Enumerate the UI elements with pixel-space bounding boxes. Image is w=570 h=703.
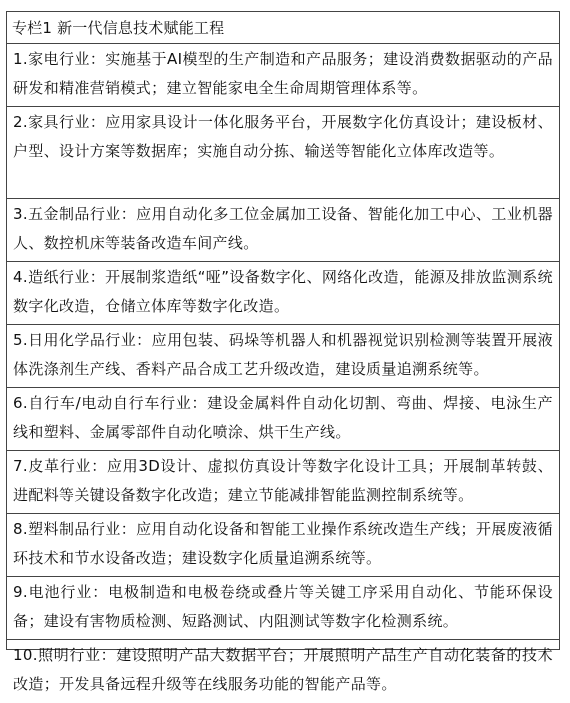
item-plastics: 8.塑料制品行业：应用自动化设备和智能工业操作系统改造生产线；开展废液循环技术和节水设备改造；建设数字化质量追溯系统等。 (7, 514, 559, 577)
item-bicycles: 6.自行车/电动自行车行业：建设金属料件自动化切割、弯曲、焊接、电泳生产线和塑料、金属零部件自动化喷涂、烘干生产线。 (7, 388, 559, 451)
item-papermaking: 4.造纸行业：开展制浆造纸“哑”设备数字化、网络化改造，能源及排放监测系统数字化改造，仓储立体库等数字化改造。 (7, 262, 559, 325)
column-title: 专栏1 新一代信息技术赋能工程 (7, 12, 559, 44)
item-furniture: 2.家具行业：应用家具设计一体化服务平台，开展数字化仿真设计；建设板材、户型、设计方案等数据库；实施自动分拣、输送等智能化立体库改造等。 (7, 107, 559, 199)
item-appliances: 1.家电行业：实施基于AI模型的生产制造和产品服务；建设消费数据驱动的产品研发和精准营销模式；建立智能家电全生命周期管理体系等。 (7, 44, 559, 107)
column-box (6, 11, 560, 693)
item-lighting: 10.照明行业：建设照明产品大数据平台；开展照明产品生产自动化装备的技术改造；开发具备远程升级等在线服务功能的智能产品等。 (13, 646, 553, 693)
item-daily-chemicals: 5.日用化学品行业：应用包装、码垛等机器人和机器视觉识别检测等装置开展液体洗涤剂生产线、香料产品合成工艺升级改造，建设质量追溯系统等。 (7, 325, 559, 388)
item-leather: 7.皮革行业：应用3D设计、虚拟仿真设计等数字化设计工具；开展制革转鼓、进配料等关键设备数字化改造；建立节能减排智能监测控制系统等。 (7, 451, 559, 514)
item-hardware: 3.五金制品行业：应用自动化多工位金属加工设备、智能化加工中心、工业机器人、数控机床等装备改造车间产线。 (7, 199, 559, 262)
item-batteries: 9.电池行业：电极制造和电极卷绕或叠片等关键工序采用自动化、节能环保设备；建设有害物质检测、短路测试、内阻测试等数字化检测系统。 (7, 577, 559, 640)
